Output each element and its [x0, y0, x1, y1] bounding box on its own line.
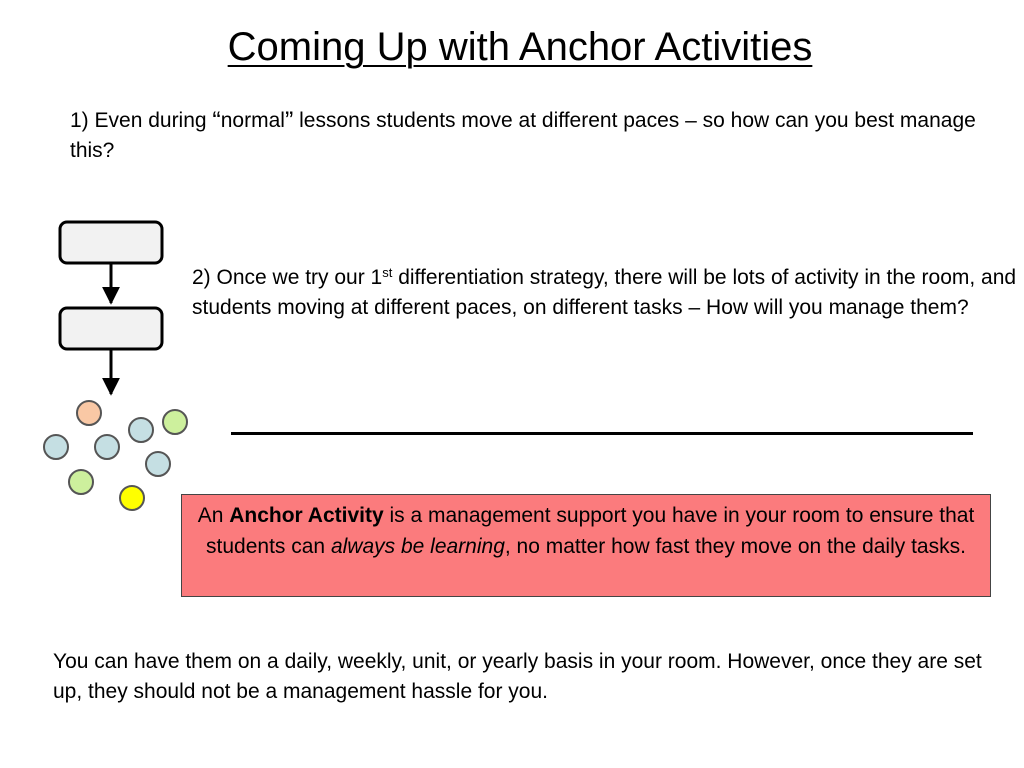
point-two-suffix: differentiation strategy, there will be lots of activity in the room, and students moving at different paces, on different tasks – How will you manage them? — [192, 266, 1017, 319]
student-circle-green — [69, 470, 93, 494]
definition-part-2: is a management support you have in your room to ensure that students can — [206, 504, 975, 558]
flow-box-middle — [60, 308, 162, 349]
student-circle-orange — [77, 401, 101, 425]
student-circle-blue — [129, 418, 153, 442]
closing-text: You can have them on a daily, weekly, unit, or yearly basis in your room. However, once they are set up, they should not be a management hassle for you. — [53, 650, 982, 703]
horizontal-rule — [231, 432, 973, 435]
open-quote: “ — [212, 107, 221, 135]
point-one-prefix: 1) Even during — [70, 109, 213, 132]
anchor-activity-term: Anchor Activity — [229, 504, 384, 527]
point-one-suffix: lessons students move at different paces – so how can you best manage this? — [70, 109, 976, 162]
always-be-learning-phrase: always be learning — [330, 534, 505, 558]
ordinal-superscript: st — [382, 265, 393, 280]
student-circle-blue — [44, 435, 68, 459]
slide-title: Coming Up with Anchor Activities — [227, 25, 813, 69]
flow-box-top — [60, 222, 162, 263]
definition-part-3: , no matter how fast they move on the daily tasks. — [504, 534, 966, 558]
student-circle-yellow — [120, 486, 144, 510]
point-one-quoted-word: normal — [220, 109, 285, 132]
student-circle-blue — [95, 435, 119, 459]
close-quote: ” — [284, 107, 294, 135]
definition-box — [181, 494, 991, 597]
student-circle-green — [163, 410, 187, 434]
point-two-prefix: 2) Once we try our 1 — [192, 266, 383, 289]
definition-part-1: An — [197, 504, 230, 527]
point-two-text — [192, 263, 1017, 323]
student-circle-blue — [146, 452, 170, 476]
